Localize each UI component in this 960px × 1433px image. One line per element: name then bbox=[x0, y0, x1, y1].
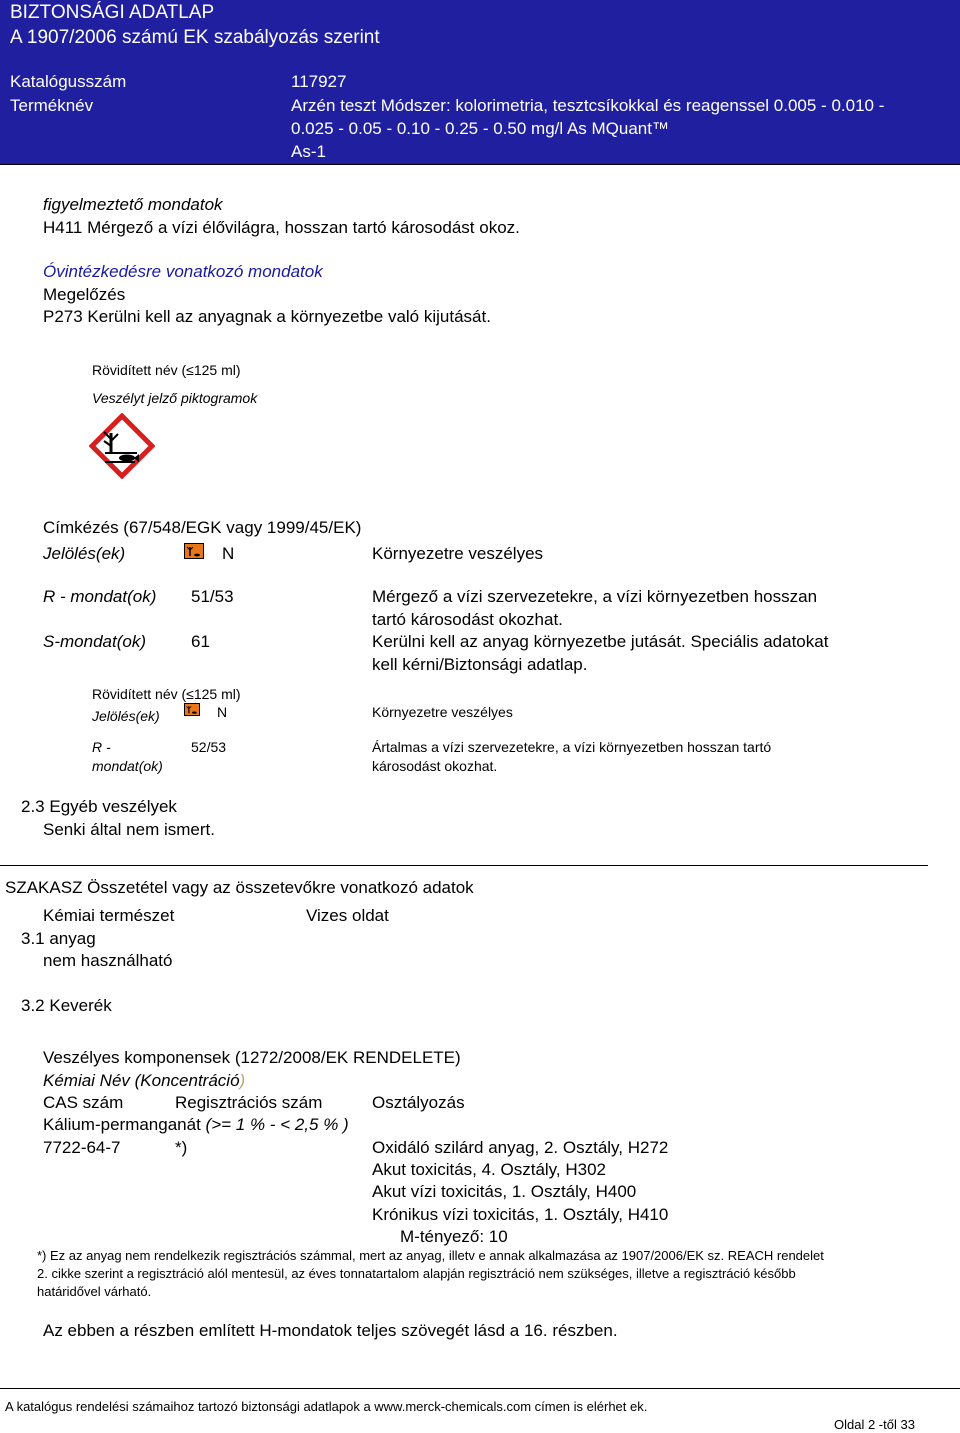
other-hazards-text: Senki által nem ismert. bbox=[43, 820, 215, 839]
r-phrase-label: R - mondat(ok) bbox=[43, 587, 157, 606]
warnings-heading: figyelmeztető mondatok bbox=[43, 195, 223, 214]
p273-statement: P273 Kerülni kell az anyagnak a környezetbe való kijutását. bbox=[43, 307, 491, 326]
mixture-heading: 3.2 Keverék bbox=[21, 996, 112, 1015]
name-concentration-label: Kémiai Név (Koncentráció) bbox=[43, 1071, 246, 1090]
product-name-line3: As-1 bbox=[291, 142, 326, 161]
short-marking-text: Környezetre veszélyes bbox=[372, 704, 513, 720]
components-heading: Veszélyes komponensek (1272/2008/EK RENDELETE) bbox=[43, 1048, 461, 1067]
page-number: Oldal 2 -től 33 bbox=[834, 1417, 915, 1432]
dead-tree-fish-icon bbox=[184, 543, 204, 559]
other-hazards-heading: 2.3 Egyéb veszélyek bbox=[21, 797, 177, 816]
catalog-label: Katalógusszám bbox=[10, 72, 127, 91]
labelling-heading: Címkézés (67/548/EGK vagy 1999/45/EK) bbox=[43, 518, 362, 537]
class-item: Krónikus vízi toxicitás, 1. Osztály, H410 bbox=[372, 1205, 669, 1224]
chem-nature-label: Kémiai természet bbox=[43, 906, 175, 925]
short-r-text-1: Ártalmas a vízi szervezetekre, a vízi környezetben hosszan tartó bbox=[372, 739, 772, 755]
doc-title: BIZTONSÁGI ADATLAP bbox=[10, 2, 215, 23]
product-name-line1: Arzén teszt Módszer: kolorimetria, tesztcsíkokkal és reagenssel 0.005 - 0.010 - bbox=[291, 96, 885, 115]
footnote-line-3: határidővel várható. bbox=[37, 1284, 152, 1299]
r-phrase-value: 51/53 bbox=[191, 587, 234, 606]
doc-subtitle: A 1907/2006 számú EK szabályozás szerint bbox=[10, 27, 380, 48]
footer-rule bbox=[0, 1388, 960, 1389]
section3-heading: SZAKASZ Összetétel vagy az összetevőkre vonatkozó adatok bbox=[5, 878, 474, 897]
substance-text: nem használható bbox=[43, 951, 173, 970]
short-marking-symbol: N bbox=[217, 704, 228, 720]
col-class-header: Osztályozás bbox=[372, 1093, 465, 1112]
m-factor: M-tényező: 10 bbox=[400, 1227, 508, 1246]
class-item: Oxidáló szilárd anyag, 2. Osztály, H272 bbox=[372, 1138, 669, 1157]
short-r-value: 52/53 bbox=[191, 739, 227, 755]
s-phrase-text-1: Kerülni kell az anyag környezetbe jutását. Speciális adatokat bbox=[372, 632, 829, 651]
prevention-label: Megelőzés bbox=[43, 285, 126, 304]
pictograms-label: Veszélyt jelző piktogramok bbox=[92, 390, 258, 406]
product-name-line2: 0.025 - 0.05 - 0.10 - 0.25 - 0.50 mg/l As MQuant™ bbox=[291, 119, 669, 138]
class-item: Akut toxicitás, 4. Osztály, H302 bbox=[372, 1160, 606, 1179]
component-cas: 7722-64-7 bbox=[43, 1138, 121, 1157]
s-phrase-value: 61 bbox=[191, 632, 210, 651]
catalog-value: 117927 bbox=[291, 72, 347, 91]
footer-note: A katalógus rendelési számaihoz tartozó biztonsági adatlapok a www.merck-chemicals.com címen is elérhet ek. bbox=[5, 1399, 648, 1414]
substance-heading: 3.1 anyag bbox=[21, 929, 96, 948]
short-labelling-heading: Rövidített név (≤125 ml) bbox=[92, 686, 241, 702]
r-phrase-text-1: Mérgező a vízi szervezetekre, a vízi környezetben hosszan bbox=[372, 587, 818, 606]
short-r-label-1: R - bbox=[92, 739, 111, 755]
col-reg-header: Regisztrációs szám bbox=[175, 1093, 323, 1112]
short-name-label: Rövidített név (≤125 ml) bbox=[92, 362, 241, 378]
col-cas-header: CAS szám bbox=[43, 1093, 124, 1112]
marking-text: Környezetre veszélyes bbox=[372, 544, 544, 563]
short-r-label-2: mondat(ok) bbox=[92, 758, 163, 774]
s-phrase-text-2: kell kérni/Biztonsági adatlap. bbox=[372, 655, 588, 674]
marking-label: Jelölés(ek) bbox=[43, 544, 126, 563]
precaution-heading: Óvintézkedésre vonatkozó mondatok bbox=[43, 262, 323, 281]
h411-statement: H411 Mérgező a vízi élővilágra, hosszan tartó károsodást okoz. bbox=[43, 218, 520, 237]
dead-tree-fish-icon bbox=[184, 703, 200, 716]
short-r-text-2: károsodást okozhat. bbox=[372, 758, 498, 774]
h-statements-reference: Az ebben a részben említett H-mondatok teljes szövegét lásd a 16. részben. bbox=[43, 1321, 618, 1340]
section-rule bbox=[0, 865, 928, 866]
document-header bbox=[0, 0, 960, 164]
component-name: Kálium-permanganát (>= 1 % - < 2,5 % ) bbox=[43, 1115, 349, 1134]
chem-nature-value: Vizes oldat bbox=[306, 906, 389, 925]
r-phrase-text-2: tartó károsodást okozhat. bbox=[372, 610, 563, 629]
footnote-line-1: *) Ez az anyag nem rendelkezik regisztrációs számmal, mert az anyag, illetv e annak alkalmazása az 1907/2006/EK sz. REACH rendelet bbox=[37, 1248, 824, 1263]
s-phrase-label: S-mondat(ok) bbox=[43, 632, 146, 651]
product-label: Terméknév bbox=[10, 96, 94, 115]
environment-hazard-icon bbox=[89, 413, 155, 479]
marking-symbol: N bbox=[222, 544, 235, 563]
class-item: Akut vízi toxicitás, 1. Osztály, H400 bbox=[372, 1182, 637, 1201]
component-reg: *) bbox=[175, 1138, 188, 1157]
footnote-line-2: 2. cikke szerint a regisztráció alól mentesül, az éves tonnatartalom alapján regisztráció nem szükséges, illetve a regisztráció később bbox=[37, 1266, 796, 1281]
header-rule bbox=[0, 164, 960, 165]
short-marking-label: Jelölés(ek) bbox=[92, 708, 160, 724]
